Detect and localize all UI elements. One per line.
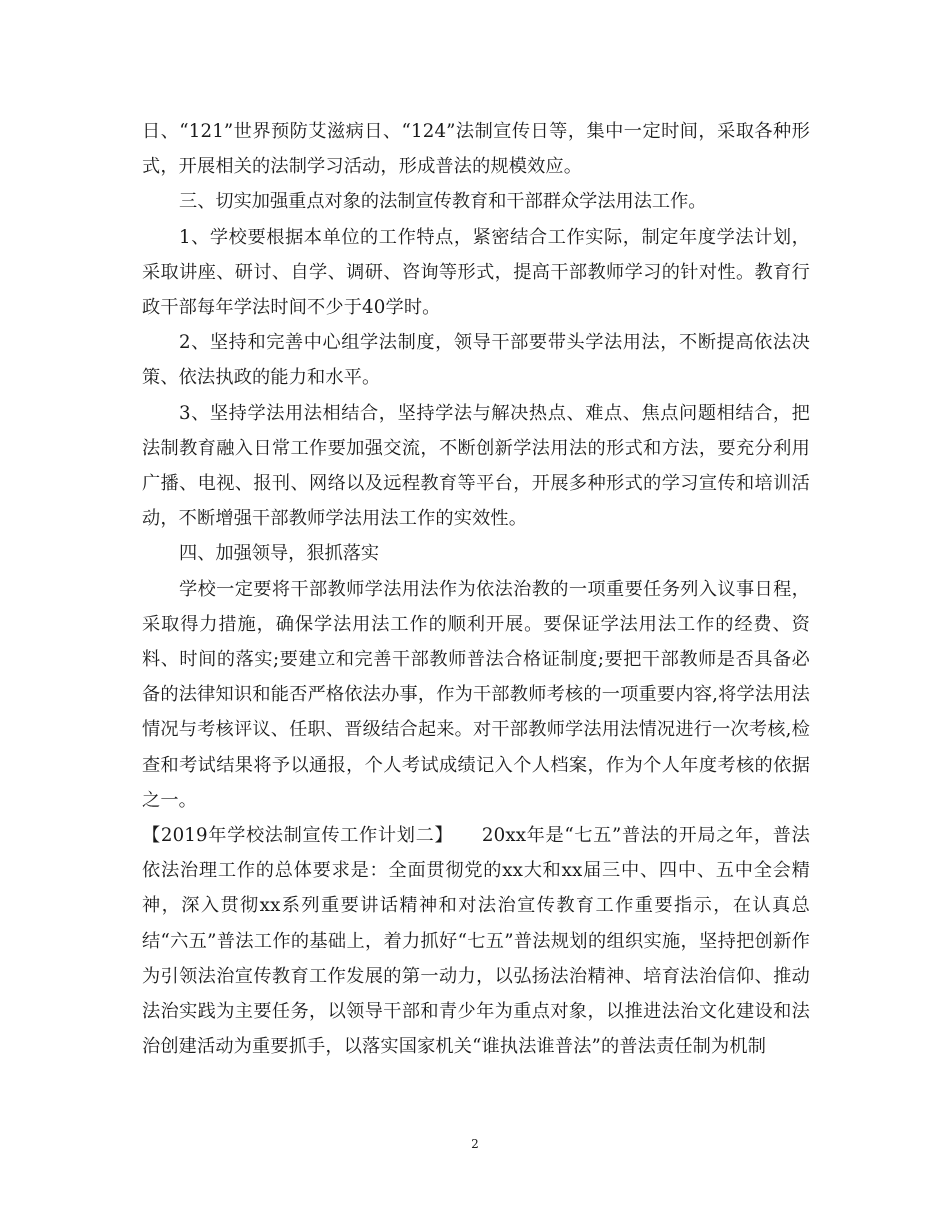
paragraph-plan-two: 【2019年学校法制宣传工作计划二】 20xx年是“七五”普法的开局之年，普法依法治理工作的总体要求是：全面贯彻党的xx大和xx届三中、四中、五中全会精神，深入贯彻xx系列重要讲话精神和对法治宣传教育工作重要指示，在认真总结“六五”普法工作的基础上，着力抓好“七五”普法规划的组织实施，坚持把创新作为引领法治宣传教育工作发展的第一动力，以弘扬法治精神、培育法治信仰、推动法治实践为主要任务，以领导干部和青少年为重点对象，以推进法治文化建设和法治创建活动为重要抓手，以落实国家机关“谁执法谁普法”的普法责任制为机制 [142, 825, 810, 1058]
paragraph-leadership: 学校一定要将干部教师学法用法作为依法治教的一项重要任务列入议事日程，采取得力措施，确保学法用法工作的顺利开展。要保证学法用法工作的经费、资料、时间的落实;要建立和完善干部教师普法合格证制度;要把干部教师是否具备必备的法律知识和能否严格依法办事，作为干部教师考核的一项重要内容,将学法用法情况与考核评议、任职、晋级结合起来。对干部教师学法用法情况进行一次考核,检查和考试结果将予以通报，个人考试成绩记入个人档案，作为个人年度考核的依据之一。 [142, 578, 810, 811]
section-heading-four: 四、加强领导，狠抓落实 [179, 543, 380, 565]
page-number: 2 [471, 1137, 479, 1151]
paragraph-item-3: 3、坚持学法用法相结合，坚持学法与解决热点、难点、焦点问题相结合，把法制教育融入日常工作要加强交流，不断创新学法用法的形式和方法，要充分利用广播、电视、报刊、网络以及远程教育等平台，开展多种形式的学习宣传和培训活动，不断增强干部教师学法用法工作的实效性。 [142, 402, 810, 530]
document-body [142, 114, 810, 1064]
paragraph-item-2: 2、坚持和完善中心组学法制度，领导干部要带头学法用法，不断提高依法决策、依法执政的能力和水平。 [142, 332, 810, 389]
section-heading-three: 三、切实加强重点对象的法制宣传教育和干部群众学法用法工作。 [179, 191, 707, 213]
paragraph-continuation: 日、“121”世界预防艾滋病日、“124”法制宣传日等，集中一定时间，采取各种形式，开展相关的法制学习活动，形成普法的规模效应。 [142, 121, 810, 178]
paragraph-item-1: 1、学校要根据本单位的工作特点，紧密结合工作实际，制定年度学法计划，采取讲座、研讨、自学、调研、咨询等形式，提高干部教师学习的针对性。教育行政干部每年学法时间不少于40学时。 [142, 226, 810, 319]
